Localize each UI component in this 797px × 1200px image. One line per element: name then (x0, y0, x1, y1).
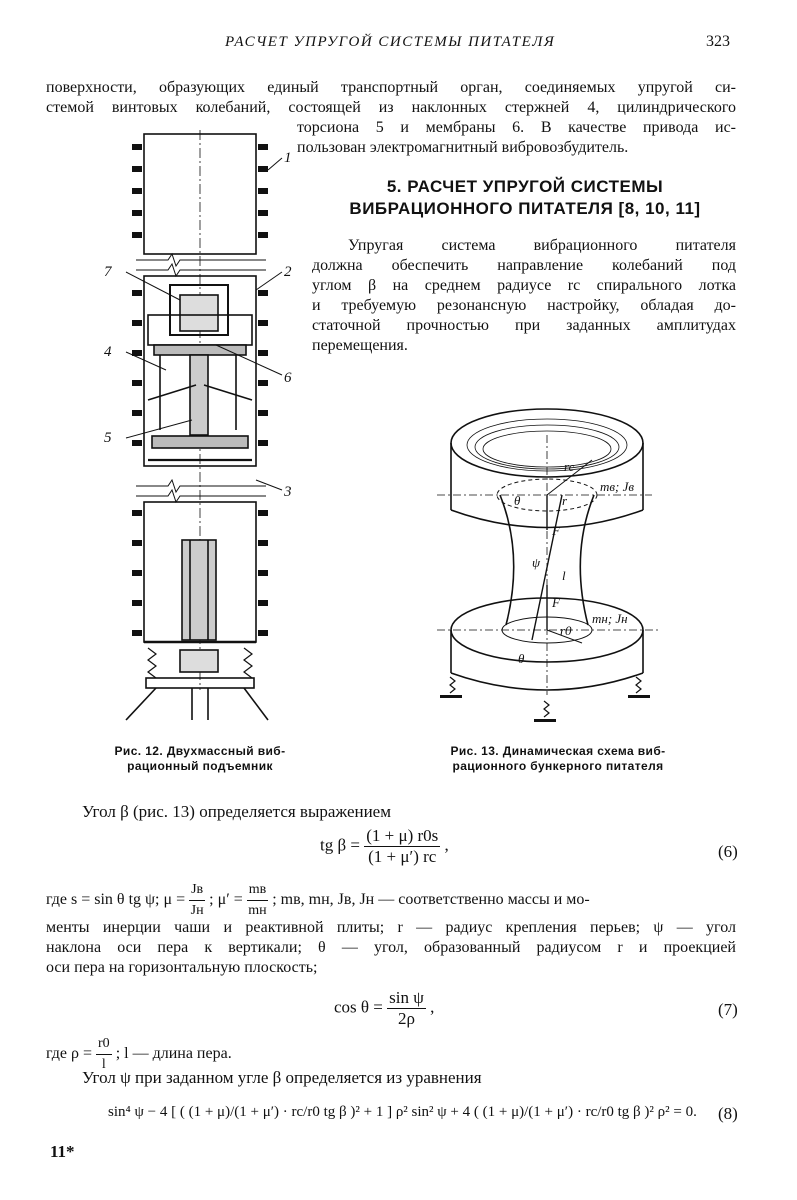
figure-13-caption (408, 744, 708, 774)
label-F-bot: F (552, 595, 560, 610)
where1-frac-1-num: Jв (189, 880, 205, 901)
eq7-number: (7) (718, 1000, 738, 1019)
eq8-number: (8) (718, 1104, 738, 1123)
eq6-denominator: (1 + μ′) rc (368, 847, 437, 866)
figure-12-caption-line-2: рационный подъемник (127, 759, 273, 773)
where2-a: где ρ = (46, 1045, 93, 1063)
callout-3: 3 (284, 484, 292, 500)
callout-4: 4 (104, 344, 112, 360)
eq6-fraction (364, 826, 440, 867)
body-para-2-line-2: менты инерции чаши и реактивной плиты; r — радиус крепления перьев; ψ — угол (46, 919, 736, 936)
label-mn-jn: mн; Jн (592, 611, 628, 626)
section-text-6: перемещения. (312, 337, 408, 354)
label-theta-bot: θ (518, 651, 525, 666)
section-text-4: и требуемую резонансную настройку, обладая до- (312, 297, 736, 314)
figure-12-caption-line-1: Рис. 12. Двухмассный виб- (114, 744, 286, 758)
callout-1: 1 (284, 150, 292, 166)
equation-8: sin⁴ ψ − 4 [ ( (1 + μ)/(1 + μ′) · rc/r0 tg β )² + 1 ] ρ² sin² ψ + 4 ( (1 + μ)/(1 + μ′) · rc/r0 tg β )² ρ² = 0. (108, 1104, 697, 1120)
figure-12-caption (90, 744, 310, 774)
eq6-number: (6) (718, 842, 738, 861)
eq6-tail: , (444, 835, 449, 855)
section-heading-2: ВИБРАЦИОННОГО ПИТАТЕЛЯ [8, 10, 11] (349, 199, 701, 218)
signature-mark: 11* (50, 1142, 75, 1161)
label-F-top: F (552, 523, 560, 538)
section-text-2: должна обеспечить направление колебаний под (312, 257, 736, 274)
figure-13-feeder-scheme (432, 395, 662, 735)
page-number: 323 (706, 33, 730, 50)
running-title: РАСЧЕТ УПРУГОЙ СИСТЕМЫ ПИТАТЕЛЯ (225, 34, 556, 50)
label-psi: ψ (532, 555, 541, 570)
section-text-5: статочной прочностью при заданных амплитудах (312, 317, 736, 334)
where1-frac-2 (247, 880, 269, 921)
where1-c: ; mв, mн, Jв, Jн — соответственно массы и мо- (272, 891, 590, 909)
figure-13-caption-line-2: рационного бункерного питателя (452, 759, 664, 773)
where-line-1 (46, 880, 590, 921)
where2-num: r0 (96, 1034, 112, 1055)
where2-den: l (101, 1057, 106, 1072)
equation-6 (320, 826, 449, 867)
label-theta-top: θ (514, 493, 521, 508)
eq7-denominator: 2ρ (398, 1009, 416, 1028)
eq6-lhs: tg β = (320, 835, 360, 855)
label-l: l (562, 568, 566, 583)
intro-line-3: торсиона 5 и мембраны 6. В качестве привода ис- (297, 119, 736, 136)
label-mb-jb: mв; Jв (600, 479, 635, 494)
eq7-lhs: cos θ = (334, 997, 383, 1017)
label-rc-top: rc (564, 459, 575, 474)
callout-5: 5 (104, 430, 112, 446)
figure-13-caption-line-1: Рис. 13. Динамическая схема виб- (450, 744, 666, 758)
body-para-3: Угол ψ при заданном угле β определяется из уравнения (82, 1068, 482, 1087)
body-para-2-line-4: оси пера на горизонтальную плоскость; (46, 959, 318, 976)
eq7-numerator: sin ψ (389, 988, 424, 1007)
intro-line-2: стемой винтовых колебаний, состоящей из наклонных стержней 4, цилиндрического (46, 99, 736, 116)
callout-7: 7 (104, 264, 112, 280)
intro-line-4: пользован электромагнитный вибровозбудитель. (297, 139, 629, 156)
label-r-top: r (562, 493, 568, 508)
section-text-1: Упругая система вибрационного питателя (348, 237, 736, 254)
eq7-fraction (387, 988, 426, 1029)
label-r0: r0 (560, 623, 572, 638)
callout-2: 2 (284, 264, 292, 280)
where1-a: где s = sin θ tg ψ; μ = (46, 891, 186, 909)
eq6-numerator: (1 + μ) r0s (366, 826, 439, 845)
section-heading-1: 5. РАСЧЕТ УПРУГОЙ СИСТЕМЫ (386, 177, 664, 196)
where1-frac-1 (189, 880, 205, 921)
where1-frac-1-den: Jн (190, 903, 204, 918)
where2-b: ; l — длина пера. (115, 1045, 232, 1063)
intro-line-1: поверхности, образующих единый транспортный орган, соединяемых упругой си- (46, 79, 736, 96)
figure-12-lifter-drawing (96, 130, 306, 730)
body-para-2-line-3: наклона оси пера к вертикали; θ — угол, образованный радиусом r и проекцией (46, 939, 736, 956)
callout-6: 6 (284, 370, 292, 386)
section-text-3: углом β на среднем радиусе rc спирального лотка (312, 277, 736, 294)
where1-frac-2-den: mн (248, 903, 267, 918)
where1-b: ; μ′ = (209, 891, 243, 909)
equation-7 (334, 988, 434, 1029)
where1-frac-2-num: mв (247, 880, 269, 901)
body-para-1: Угол β (рис. 13) определяется выражением (82, 802, 391, 821)
eq7-tail: , (430, 997, 435, 1017)
